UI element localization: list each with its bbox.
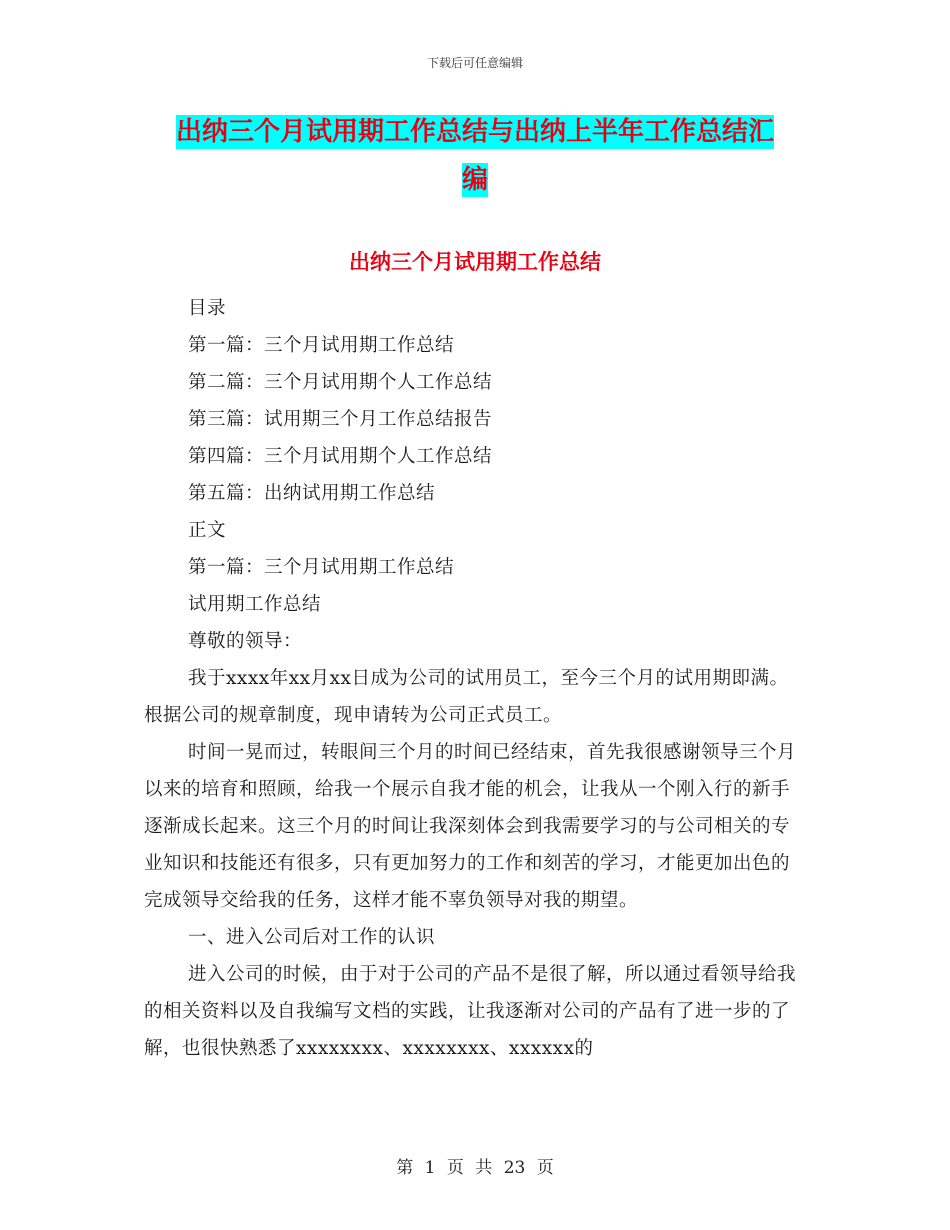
- salutation: 尊敬的领导：: [188, 631, 303, 652]
- toc-item: 第三篇：试用期三个月工作总结报告: [188, 409, 493, 430]
- toc-item: 第四篇：三个月试用期个人工作总结: [188, 446, 493, 467]
- paragraph: 我于xxxx年xx月xx日成为公司的试用员工，至今三个月的试用期即满。根据公司的规章制度，现申请转为公司正式员工。: [144, 668, 789, 726]
- toc-item: 第五篇：出纳试用期工作总结: [188, 483, 436, 504]
- title-line-1: 出纳三个月试用期工作总结与出纳上半年工作总结汇: [175, 117, 774, 147]
- title-line-2: 编: [461, 165, 488, 195]
- content-heading: 正文: [188, 520, 227, 541]
- doc-title: 试用期工作总结: [188, 594, 322, 615]
- page-header: 下载后可任意编辑: [426, 56, 523, 70]
- document-title: [0, 108, 950, 204]
- section-heading: 一、进入公司后对工作的认识: [188, 927, 436, 948]
- document-body: [144, 290, 804, 1067]
- page-footer: 第 1 页 共 23 页: [396, 1158, 554, 1178]
- toc-item: 第二篇：三个月试用期个人工作总结: [188, 372, 493, 393]
- paragraph: 时间一晃而过，转眼间三个月的时间已经结束，首先我很感谢领导三个月以来的培育和照顾，给我一个展示自我才能的机会，让我从一个刚入行的新手逐渐成长起来。这三个月的时间让我深刻体会到我需要学习的与公司相关的专业知识和技能还有很多，只有更加努力的工作和刻苦的学习，才能更加出色的完成领导交给我的任务，这样才能不辜负领导对我的期望。: [144, 742, 797, 911]
- paragraph: 进入公司的时候，由于对于公司的产品不是很了解，所以通过看领导给我的相关资料以及自我编写文档的实践，让我逐渐对公司的产品有了进一步的了解，也很快熟悉了xxxxxxxx、xxxxxxxx、xxxxxx的: [144, 964, 797, 1059]
- chapter-heading: 第一篇：三个月试用期工作总结: [188, 557, 455, 578]
- section-title: 出纳三个月试用期工作总结: [349, 250, 601, 274]
- table-of-contents: [144, 290, 804, 660]
- toc-heading: 目录: [188, 298, 227, 319]
- toc-item: 第一篇：三个月试用期工作总结: [188, 335, 455, 356]
